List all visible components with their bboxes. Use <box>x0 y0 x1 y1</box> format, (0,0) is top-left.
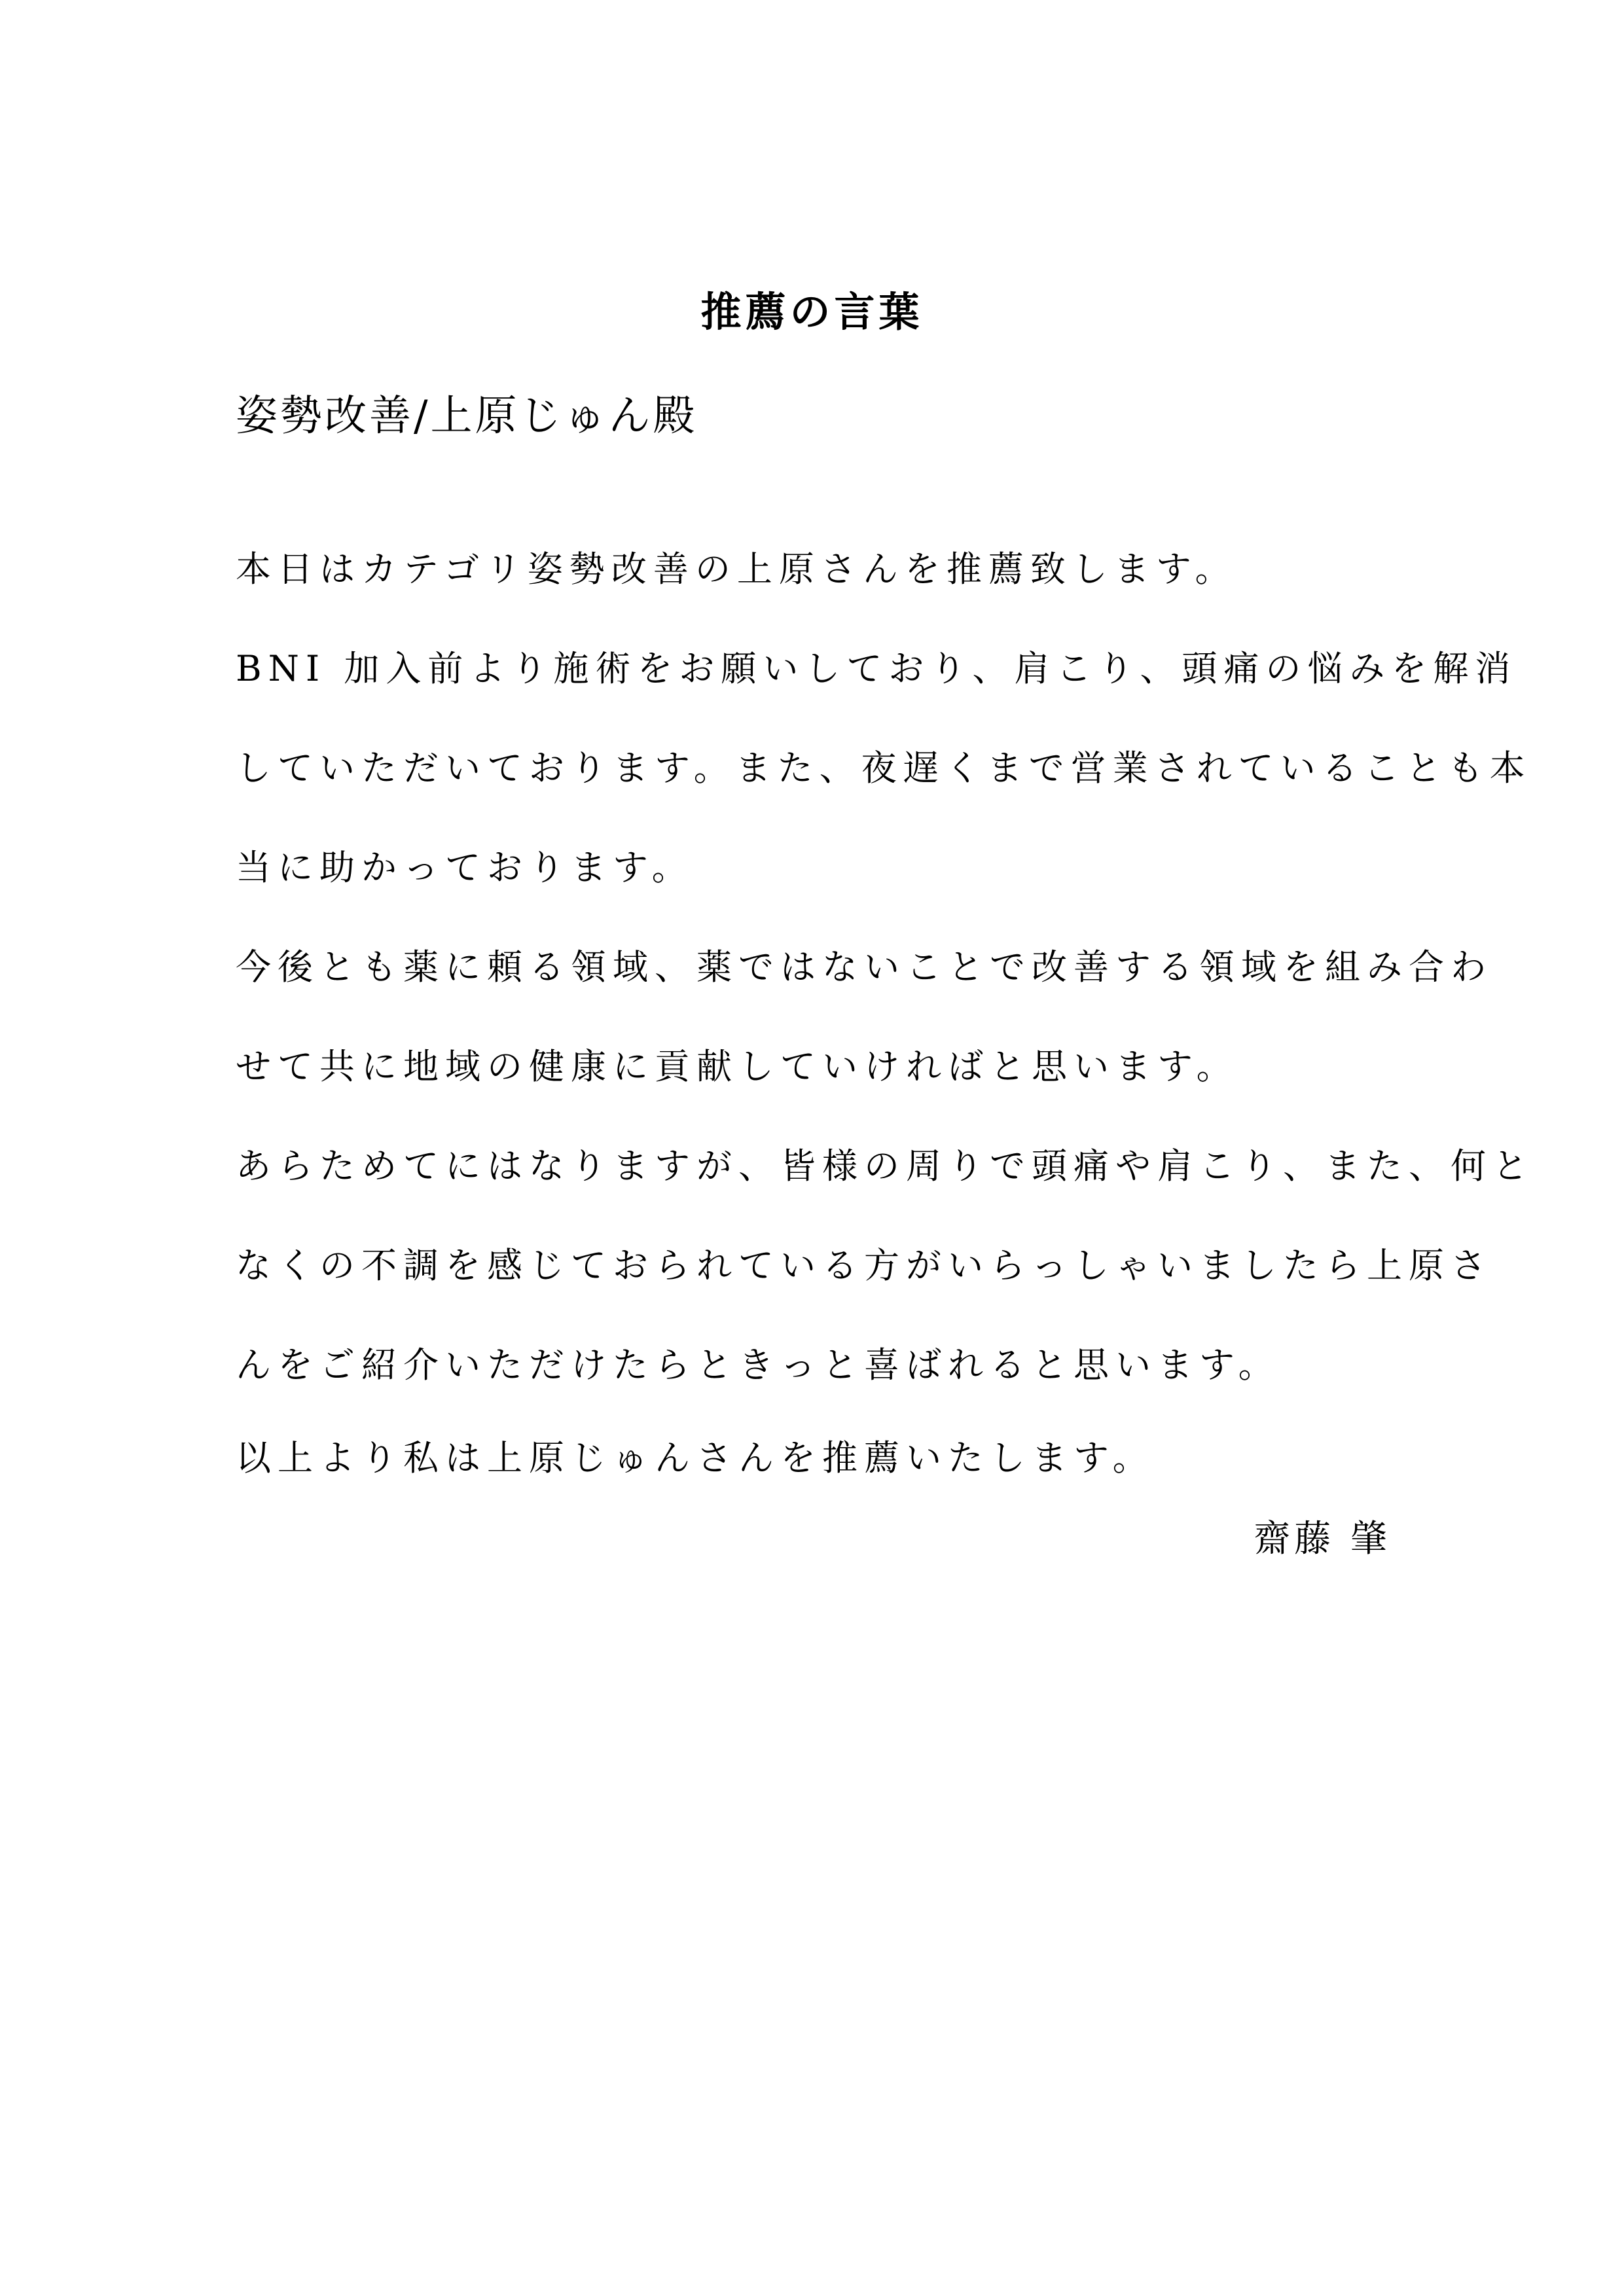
body-line-10: 以上より私は上原じゅんさんを推薦いたします。 <box>236 1437 1155 1479</box>
body-line-4: 当に助かっております。 <box>236 847 694 888</box>
signature: 齋藤 肇 <box>1254 1518 1391 1560</box>
body-line-9: んをご紹介いただけたらときっと喜ばれると思います。 <box>236 1344 1280 1386</box>
body-line-8: なくの不調を感じておられている方がいらっしゃいましたら上原さ <box>236 1245 1492 1286</box>
letter-title: 推薦の言葉 <box>700 288 924 336</box>
addressee-line: 姿勢改善/上原じゅん殿 <box>236 392 698 440</box>
body-line-1: 本日はカテゴリ姿勢改善の上原さんを推薦致します。 <box>236 548 1237 590</box>
body-line-6: せて共に地域の健康に貢献していければと思います。 <box>236 1046 1238 1087</box>
body-line-5: 今後とも薬に頼る領域、薬ではないことで改善する領域を組み合わ <box>236 946 1492 988</box>
body-line-2: BNI 加入前より施術をお願いしており、肩こり、頭痛の悩みを解消 <box>236 648 1517 689</box>
body-line-7: あらためてにはなりますが、皆様の周りで頭痛や肩こり、また、何と <box>236 1145 1534 1187</box>
body-line-3: していただいております。また、夜遅くまで営業されていることも本 <box>236 747 1532 789</box>
